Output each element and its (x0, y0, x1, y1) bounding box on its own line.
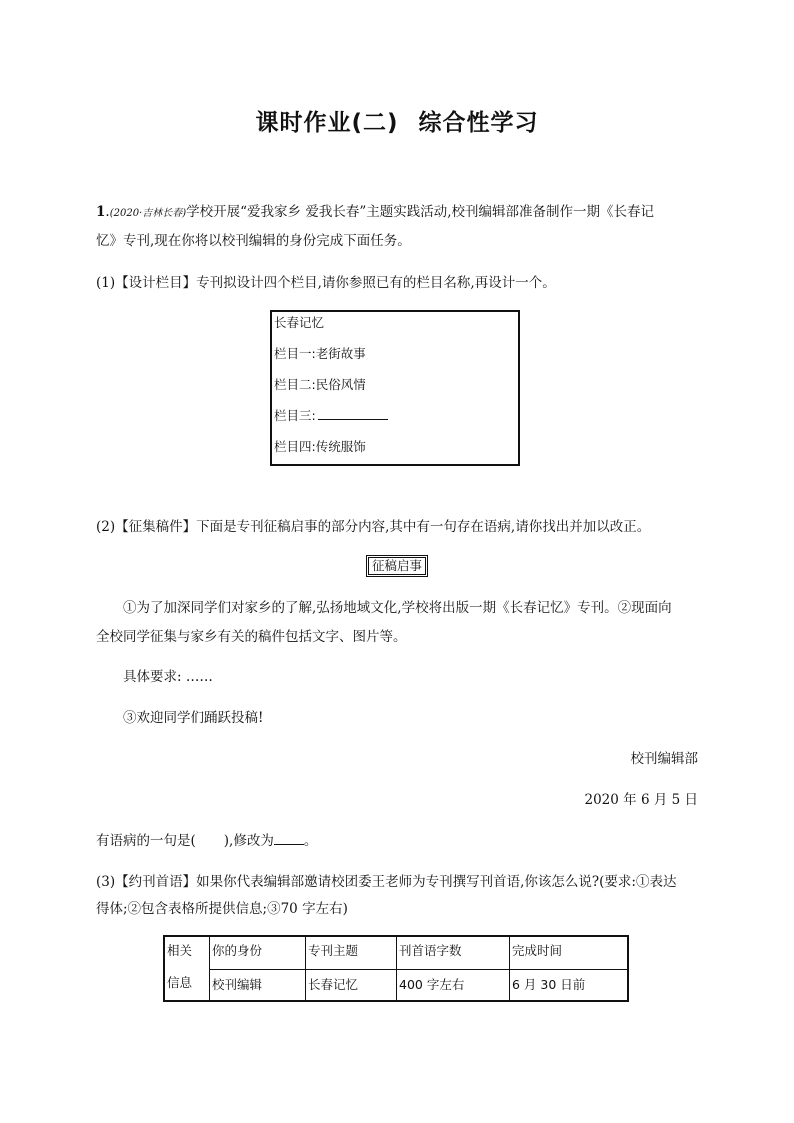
info-table (163, 935, 629, 1002)
notice-welcome: ③欢迎同学们踊跃投稿! (123, 710, 264, 726)
title-main: 课时作业(二) (255, 110, 399, 136)
notice-para-2: 全校同学征集与家乡有关的稿件包括文字、图片等。 (96, 629, 407, 645)
question-source: (2020·吉林长春) (109, 208, 187, 219)
subquestion-2-text: (2)【征集稿件】下面是专刊征稿启事的部分内容,其中有一句存在语病,请你找出并加以改正。 (96, 519, 651, 535)
table-header-identity: 你的身份 (212, 943, 263, 958)
answer-blank-correction[interactable] (274, 832, 304, 845)
title-sub: 综合性学习 (418, 110, 539, 136)
subquestion-1-text: (1)【设计栏目】专刊拟设计四个栏目,请你参照已有的栏目名称,再设计一个。 (96, 275, 556, 291)
question-1-line-1: 1.(2020·吉林长春)学校开展“爱我家乡 爱我长春”主题实践活动,校刊编辑部准备制作一期《长春记 (96, 204, 655, 220)
table-value-identity: 校刊编辑 (212, 977, 263, 992)
column-design-box (270, 310, 520, 466)
column-item-3: 栏目三: (274, 406, 388, 424)
column-item-4: 栏目四:传统服饰 (274, 439, 366, 454)
table-row-header-2: 信息 (167, 975, 193, 990)
question-1-line-2: 忆》专刊,现在你将以校刊编辑的身份完成下面任务。 (96, 233, 411, 249)
box-heading: 长春记忆 (274, 315, 325, 330)
notice-para-1: ①为了加深同学们对家乡的了解,弘扬地域文化,学校将出版一期《长春记忆》专刊。②现面向 (123, 600, 672, 616)
column-item-2: 栏目二:民俗风情 (274, 377, 366, 392)
answer-line: 有语病的一句是( ),修改为 。 (96, 833, 318, 849)
table-value-theme: 长春记忆 (308, 977, 359, 992)
table-header-deadline: 完成时间 (512, 943, 563, 958)
notice-title: 征稿启事 (368, 557, 426, 575)
page-title (0, 104, 794, 137)
subquestion-3-line-2: 得体;②包含表格所提供信息;③70 字左右) (96, 901, 348, 917)
table-header-wordcount: 刊首语字数 (399, 943, 462, 958)
subquestion-3-line-1: (3)【约刊首语】如果你代表编辑部邀请校团委王老师为专刊撰写刊首语,你该怎么说?(要求:①表达 (96, 874, 677, 890)
table-header-theme: 专刊主题 (308, 943, 359, 958)
column-item-1: 栏目一:老街故事 (274, 346, 366, 361)
notice-requirements: 具体要求: …… (123, 669, 213, 685)
question-1-text: 学校开展“爱我家乡 爱我长春”主题实践活动,校刊编辑部准备制作一期《长春记 (186, 204, 655, 220)
question-number: 1 (96, 204, 106, 220)
table-row-header-1: 相关 (167, 943, 193, 958)
table-value-wordcount: 400 字左右 (399, 977, 465, 992)
answer-blank[interactable] (318, 407, 388, 420)
table-value-deadline: 6 月 30 日前 (512, 977, 586, 992)
notice-signature: 校刊编辑部 (630, 751, 698, 767)
notice-date: 2020 年 6 月 5 日 (584, 792, 698, 808)
